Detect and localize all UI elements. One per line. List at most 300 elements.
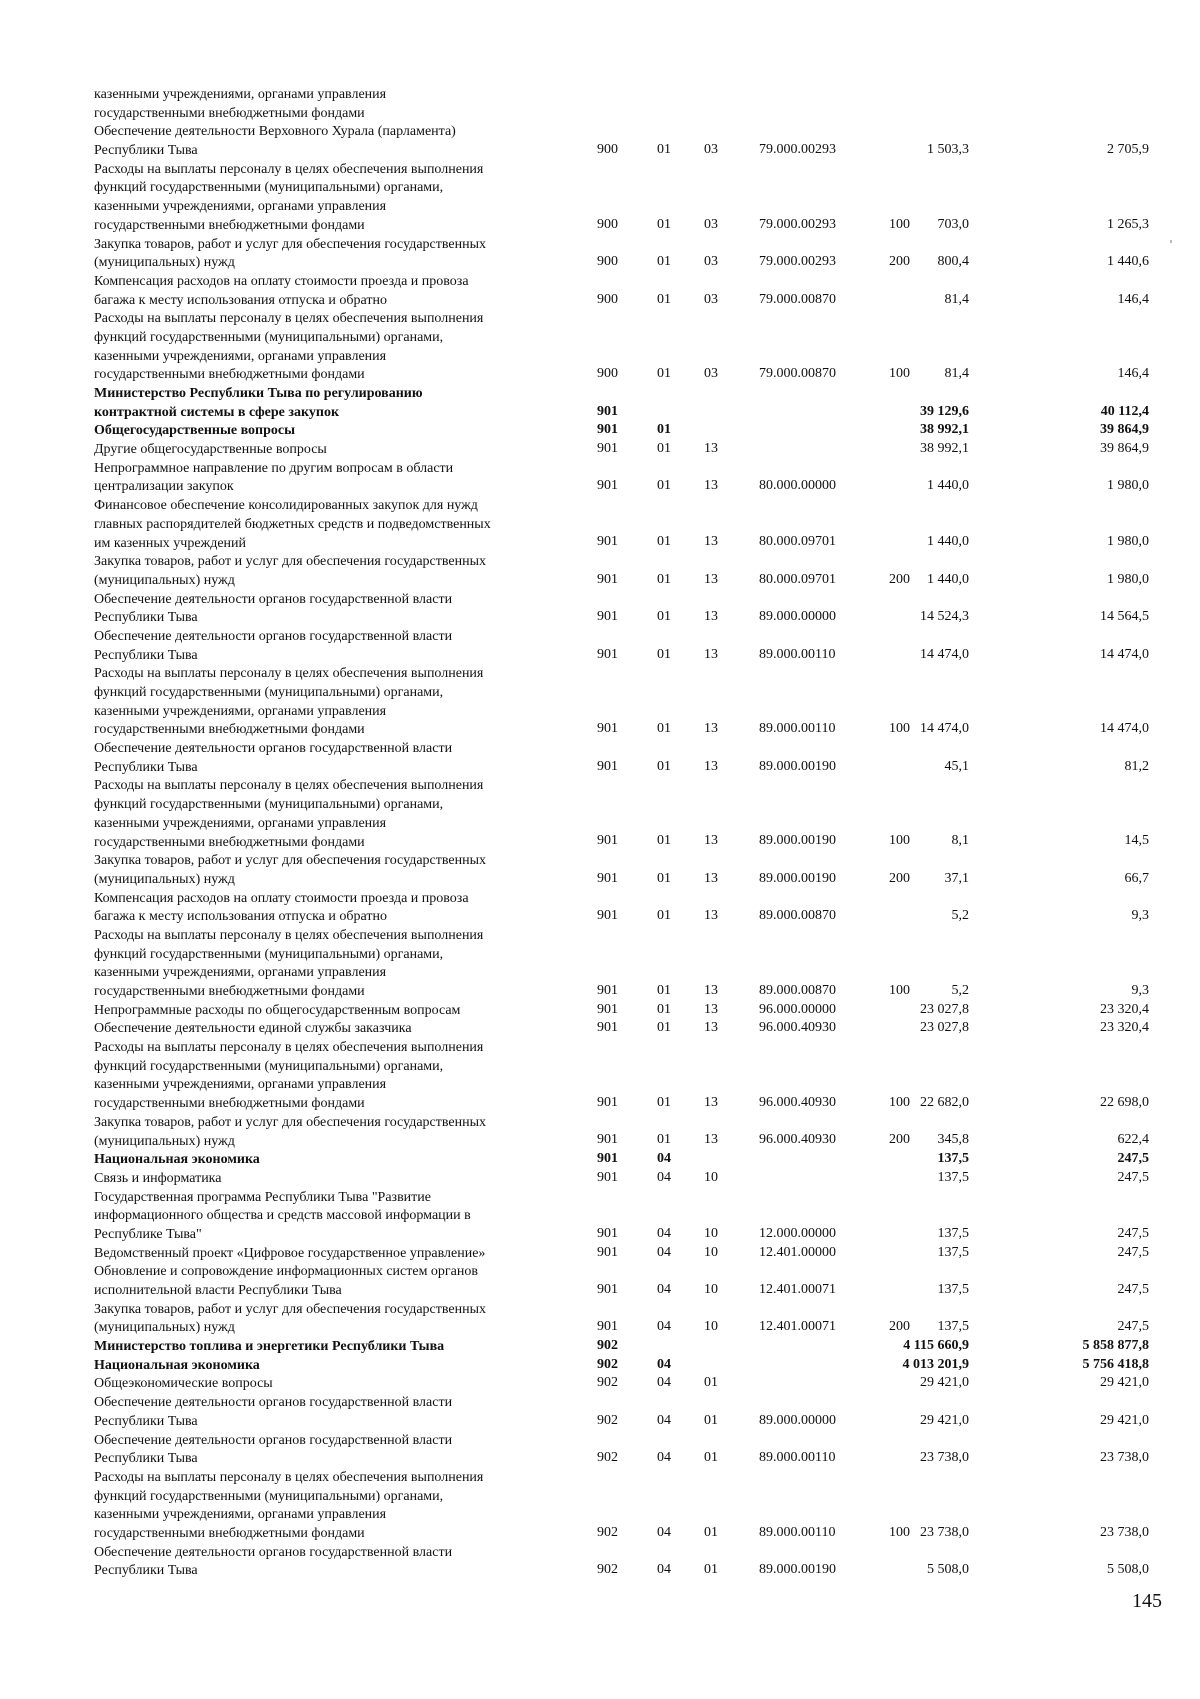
target-article-code: 89.000.00190 [759, 870, 836, 886]
department-code: 900 [597, 254, 618, 270]
description-line: Обеспечение деятельности единой службы заказчика [94, 1021, 412, 1037]
section-code: 01 [657, 908, 671, 924]
description-line: казенными учреждениями, органами управления [94, 87, 387, 102]
department-code: 901 [597, 982, 618, 998]
table-row [94, 1544, 1154, 1581]
subsection-code: 13 [704, 478, 718, 494]
table-row [94, 890, 1154, 927]
target-article-code: 89.000.00110 [759, 1450, 836, 1466]
description-line: Расходы на выплаты персоналу в целях обеспечения выполнения [94, 1469, 484, 1485]
subsection-code: 01 [704, 1524, 718, 1540]
amount-year-1: 5,2 [951, 908, 969, 924]
row-description [94, 86, 560, 123]
table-row [94, 1263, 1154, 1300]
section-code: 01 [657, 254, 671, 270]
description-line: Закупка товаров, работ и услуг для обеспечения государственных [94, 1114, 487, 1130]
section-code: 01 [657, 441, 671, 457]
amount-year-1: 45,1 [944, 758, 969, 774]
department-code: 902 [597, 1524, 618, 1540]
row-description [94, 236, 560, 273]
description-line: Обеспечение деятельности органов государственной власти [94, 741, 453, 757]
target-article-code: 89.000.00190 [759, 758, 836, 774]
subsection-code: 10 [704, 1244, 718, 1260]
description-line: контрактной системы в сфере закупок [94, 404, 340, 420]
subsection-code: 13 [704, 571, 718, 587]
table-row [94, 1002, 1154, 1021]
table-row [94, 1114, 1154, 1151]
section-code: 01 [657, 366, 671, 382]
description-line: государственными внебюджетными фондами [94, 217, 365, 233]
amount-year-2: 22 698,0 [1100, 1095, 1149, 1111]
description-line: казенными учреждениями, органами управления [94, 348, 387, 364]
description-line: государственными внебюджетными фондами [94, 984, 365, 999]
expense-type-code: 100 [889, 833, 910, 849]
amount-year-1: 29 421,0 [920, 1375, 969, 1391]
description-line: Республике Тыва" [94, 1226, 202, 1242]
amount-year-1: 14 474,0 [920, 646, 969, 662]
section-code: 04 [657, 1524, 671, 1540]
row-description [94, 777, 560, 852]
row-description [94, 1301, 560, 1338]
department-code: 901 [597, 1169, 618, 1185]
description-line: казенными учреждениями, органами управления [94, 965, 387, 981]
department-code: 901 [597, 1151, 618, 1167]
amount-year-2: 14,5 [1124, 833, 1149, 849]
description-line: (муниципальных) нужд [94, 1133, 235, 1149]
amount-year-1: 37,1 [944, 870, 969, 886]
description-line: (муниципальных) нужд [94, 1320, 235, 1336]
section-code: 01 [657, 291, 671, 307]
amount-year-2: 5 756 418,8 [1082, 1356, 1149, 1372]
department-code: 902 [597, 1562, 618, 1578]
section-code: 04 [657, 1225, 671, 1241]
subsection-code: 13 [704, 908, 718, 924]
expense-type-code: 200 [889, 571, 910, 587]
description-line: Расходы на выплаты персоналу в целях обеспечения выполнения [94, 778, 484, 794]
department-code: 901 [597, 1319, 618, 1335]
row-description [94, 890, 560, 927]
section-code: 01 [657, 142, 671, 158]
table-row [94, 422, 1154, 441]
amount-year-2: 23 738,0 [1100, 1450, 1149, 1466]
amount-year-1: 14 474,0 [920, 721, 969, 737]
table-row [94, 1432, 1154, 1469]
amount-year-1: 39 129,6 [920, 403, 969, 419]
amount-year-2: 247,5 [1117, 1225, 1149, 1241]
row-description [94, 591, 560, 628]
description-line: Финансовое обеспечение консолидированных закупок для нужд [94, 498, 478, 514]
department-code: 901 [597, 441, 618, 457]
description-line: Республики Тыва [94, 610, 198, 626]
table-row [94, 460, 1154, 497]
target-article-code: 96.000.40930 [759, 1095, 836, 1111]
department-code: 900 [597, 216, 618, 232]
amount-year-1: 23 027,8 [920, 1001, 969, 1017]
description-line: функций государственными (муниципальными) органами, [94, 329, 444, 345]
table-row [94, 553, 1154, 590]
table-row [94, 927, 1154, 1002]
department-code: 901 [597, 870, 618, 886]
description-line: государственными внебюджетными фондами [94, 834, 365, 850]
section-code: 01 [657, 833, 671, 849]
department-code: 902 [597, 1375, 618, 1391]
table-row [94, 385, 1154, 422]
description-line: государственными внебюджетными фондами [94, 105, 365, 121]
page-number: 145 [1132, 1590, 1162, 1612]
amount-year-2: 247,5 [1117, 1244, 1149, 1260]
subsection-code: 13 [704, 609, 718, 625]
row-description [94, 460, 560, 497]
description-line: (муниципальных) нужд [94, 572, 235, 588]
target-article-code: 89.000.00110 [759, 721, 836, 737]
description-line: Национальная экономика [94, 1357, 260, 1373]
section-code: 01 [657, 478, 671, 494]
description-line: функций государственными (муниципальными) органами, [94, 685, 444, 700]
expense-type-code: 200 [889, 254, 910, 270]
subsection-code: 13 [704, 721, 718, 737]
department-code: 901 [597, 1281, 618, 1297]
row-description [94, 665, 560, 740]
amount-year-2: 29 421,0 [1100, 1375, 1149, 1391]
row-description [94, 1245, 560, 1264]
description-line: исполнительной власти Республики Тыва [94, 1283, 342, 1298]
table-row [94, 1394, 1154, 1431]
target-article-code: 80.000.09701 [759, 534, 836, 550]
row-description [94, 441, 560, 460]
description-line: Непрограммное направление по другим вопросам в области [94, 460, 454, 476]
subsection-code: 13 [704, 870, 718, 886]
section-code: 01 [657, 870, 671, 886]
amount-year-2: 39 864,9 [1100, 422, 1149, 438]
subsection-code: 13 [704, 833, 718, 849]
row-description [94, 1114, 560, 1151]
amount-year-1: 29 421,0 [920, 1412, 969, 1428]
table-row [94, 123, 1154, 160]
department-code: 901 [597, 758, 618, 774]
amount-year-2: 14 564,5 [1100, 609, 1149, 625]
amount-year-1: 137,5 [937, 1281, 969, 1297]
expense-type-code: 100 [889, 216, 910, 232]
amount-year-1: 1 440,0 [927, 478, 969, 494]
description-line: государственными внебюджетными фондами [94, 722, 365, 738]
row-description [94, 1375, 560, 1394]
amount-year-2: 40 112,4 [1100, 403, 1149, 419]
description-line: Расходы на выплаты персоналу в целях обеспечения выполнения [94, 666, 484, 682]
table-row [94, 310, 1154, 385]
target-article-code: 79.000.00870 [759, 291, 836, 307]
description-line: багажа к месту использования отпуска и обратно [94, 909, 387, 925]
budget-table [94, 86, 1154, 1581]
description-line: функций государственными (муниципальными) органами, [94, 797, 444, 813]
department-code: 901 [597, 721, 618, 737]
expense-type-code: 100 [889, 1524, 910, 1540]
description-line: Обновление и сопровождение информационных систем органов [94, 1264, 478, 1280]
amount-year-2: 9,3 [1131, 982, 1149, 998]
subsection-code: 13 [704, 982, 718, 998]
amount-year-2: 23 320,4 [1100, 1020, 1149, 1036]
section-code: 01 [657, 534, 671, 550]
description-line: Республики Тыва [94, 759, 198, 775]
row-description [94, 123, 560, 160]
subsection-code: 01 [704, 1450, 718, 1466]
section-code: 01 [657, 1020, 671, 1036]
amount-year-2: 2 705,9 [1107, 142, 1149, 158]
target-article-code: 12.401.00000 [759, 1244, 836, 1260]
subsection-code: 13 [704, 646, 718, 662]
subsection-code: 13 [704, 1001, 718, 1017]
table-row [94, 740, 1154, 777]
table-row [94, 1039, 1154, 1114]
description-line: Закупка товаров, работ и услуг для обеспечения государственных [94, 853, 487, 869]
description-line: государственными внебюджетными фондами [94, 367, 365, 383]
description-line: казенными учреждениями, органами управления [94, 1507, 387, 1523]
row-description [94, 628, 560, 665]
row-description [94, 1394, 560, 1431]
subsection-code: 13 [704, 1095, 718, 1111]
amount-year-2: 247,5 [1117, 1169, 1149, 1185]
row-description [94, 852, 560, 889]
description-line: Обеспечение деятельности органов государственной власти [94, 628, 453, 644]
table-row [94, 1020, 1154, 1039]
row-description [94, 553, 560, 590]
amount-year-1: 5 508,0 [927, 1562, 969, 1578]
department-code: 901 [597, 478, 618, 494]
amount-year-2: 81,2 [1124, 758, 1149, 774]
table-row [94, 628, 1154, 665]
description-line: Ведомственный проект «Цифровое государственное управление» [94, 1245, 486, 1261]
subsection-code: 13 [704, 1020, 718, 1036]
section-code: 01 [657, 646, 671, 662]
subsection-code: 10 [704, 1169, 718, 1185]
subsection-code: 10 [704, 1319, 718, 1335]
description-line: государственными внебюджетными фондами [94, 1525, 365, 1541]
target-article-code: 80.000.00000 [759, 478, 836, 494]
row-description [94, 1263, 560, 1300]
amount-year-2: 247,5 [1117, 1151, 1149, 1167]
department-code: 902 [597, 1338, 618, 1354]
description-line: Республики Тыва [94, 647, 198, 663]
description-line: Республики Тыва [94, 1563, 198, 1579]
department-code: 901 [597, 609, 618, 625]
row-description [94, 1432, 560, 1469]
description-line: казенными учреждениями, органами управления [94, 1077, 387, 1093]
description-line: Обеспечение деятельности органов государственной власти [94, 1395, 453, 1411]
amount-year-1: 703,0 [937, 216, 969, 232]
section-code: 01 [657, 1095, 671, 1111]
section-code: 01 [657, 982, 671, 998]
description-line: Общегосударственные вопросы [94, 423, 296, 439]
description-line: казенными учреждениями, органами управления [94, 703, 387, 719]
description-line: функций государственными (муниципальными) органами, [94, 180, 444, 196]
row-description [94, 497, 560, 553]
amount-year-1: 1 503,3 [927, 142, 969, 158]
amount-year-1: 14 524,3 [920, 609, 969, 625]
section-code: 04 [657, 1169, 671, 1185]
row-description [94, 1002, 560, 1021]
amount-year-2: 29 421,0 [1100, 1412, 1149, 1428]
amount-year-2: 39 864,9 [1100, 441, 1149, 457]
subsection-code: 01 [704, 1412, 718, 1428]
row-description [94, 1151, 560, 1170]
row-description [94, 385, 560, 422]
table-row [94, 852, 1154, 889]
target-article-code: 89.000.00870 [759, 908, 836, 924]
table-row [94, 1357, 1154, 1376]
table-row [94, 86, 1154, 123]
description-line: Обеспечение деятельности органов государственной власти [94, 591, 453, 607]
department-code: 901 [597, 833, 618, 849]
target-article-code: 89.000.00110 [759, 1524, 836, 1540]
department-code: 900 [597, 291, 618, 307]
amount-year-1: 4 013 201,9 [902, 1356, 969, 1372]
department-code: 901 [597, 1020, 618, 1036]
row-description [94, 740, 560, 777]
expense-type-code: 100 [889, 721, 910, 737]
department-code: 901 [597, 571, 618, 587]
department-code: 902 [597, 1412, 618, 1428]
description-line: Республики Тыва [94, 1413, 198, 1429]
department-code: 901 [597, 1095, 618, 1111]
amount-year-1: 1 440,0 [927, 571, 969, 587]
row-description [94, 1357, 560, 1376]
description-line: главных распорядителей бюджетных средств и подведомственных [94, 516, 491, 532]
description-line: Обеспечение деятельности органов государственной власти [94, 1544, 453, 1560]
department-code: 901 [597, 646, 618, 662]
table-row [94, 161, 1154, 236]
amount-year-1: 8,1 [951, 833, 969, 849]
section-code: 01 [657, 1132, 671, 1148]
expense-type-code: 200 [889, 870, 910, 886]
subsection-code: 10 [704, 1225, 718, 1241]
row-description [94, 1469, 560, 1544]
target-article-code: 79.000.00293 [759, 216, 836, 232]
department-code: 902 [597, 1356, 618, 1372]
table-row [94, 1151, 1154, 1170]
department-code: 901 [597, 908, 618, 924]
description-line: государственными внебюджетными фондами [94, 1096, 365, 1112]
section-code: 04 [657, 1281, 671, 1297]
subsection-code: 03 [704, 216, 718, 232]
row-description [94, 1544, 560, 1581]
amount-year-1: 137,5 [937, 1225, 969, 1241]
department-code: 901 [597, 1001, 618, 1017]
table-row [94, 1245, 1154, 1264]
expense-type-code: 100 [889, 1095, 910, 1111]
subsection-code: 13 [704, 1132, 718, 1148]
amount-year-1: 5,2 [951, 982, 969, 998]
description-line: Министерство Республики Тыва по регулированию [94, 386, 423, 401]
amount-year-2: 23 320,4 [1100, 1001, 1149, 1017]
section-code: 04 [657, 1319, 671, 1335]
description-line: багажа к месту использования отпуска и обратно [94, 292, 387, 308]
scan-artifact [1170, 240, 1172, 243]
description-line: им казенных учреждений [94, 535, 247, 551]
department-code: 901 [597, 1244, 618, 1260]
subsection-code: 03 [704, 254, 718, 270]
table-row [94, 1469, 1154, 1544]
table-row [94, 1338, 1154, 1357]
description-line: функций государственными (муниципальными) органами, [94, 1058, 444, 1074]
description-line: Министерство топлива и энергетики Республики Тыва [94, 1339, 445, 1355]
description-line: Закупка товаров, работ и услуг для обеспечения государственных [94, 1301, 487, 1317]
description-line: функций государственными (муниципальными) органами, [94, 946, 444, 962]
subsection-code: 03 [704, 366, 718, 382]
row-description [94, 1338, 560, 1357]
description-line: Компенсация расходов на оплату стоимости проезда и провоза [94, 890, 469, 906]
table-row [94, 236, 1154, 273]
subsection-code: 03 [704, 142, 718, 158]
target-article-code: 89.000.00870 [759, 982, 836, 998]
subsection-code: 01 [704, 1375, 718, 1391]
amount-year-1: 23 738,0 [920, 1450, 969, 1466]
amount-year-1: 137,5 [937, 1244, 969, 1260]
amount-year-2: 1 440,6 [1107, 254, 1149, 270]
description-line: Республики Тыва [94, 1451, 198, 1467]
description-line: Связь и информатика [94, 1170, 222, 1186]
amount-year-2: 66,7 [1124, 870, 1149, 886]
description-line: Общеэкономические вопросы [94, 1376, 273, 1392]
department-code: 901 [597, 1225, 618, 1241]
expense-type-code: 100 [889, 366, 910, 382]
amount-year-2: 146,4 [1117, 291, 1149, 307]
table-row [94, 1301, 1154, 1338]
section-code: 04 [657, 1412, 671, 1428]
row-description [94, 1039, 560, 1114]
row-description [94, 161, 560, 236]
amount-year-1: 137,5 [937, 1319, 969, 1335]
row-description [94, 1170, 560, 1189]
subsection-code: 13 [704, 758, 718, 774]
amount-year-1: 345,8 [937, 1132, 969, 1148]
section-code: 01 [657, 1001, 671, 1017]
department-code: 901 [597, 534, 618, 550]
section-code: 04 [657, 1151, 671, 1167]
expense-type-code: 200 [889, 1319, 910, 1335]
section-code: 04 [657, 1356, 671, 1372]
department-code: 900 [597, 142, 618, 158]
description-line: (муниципальных) нужд [94, 255, 235, 271]
amount-year-2: 247,5 [1117, 1281, 1149, 1297]
amount-year-2: 23 738,0 [1100, 1524, 1149, 1540]
amount-year-1: 137,5 [937, 1169, 969, 1185]
description-line: Непрограммные расходы по общегосударственным вопросам [94, 1002, 461, 1018]
target-article-code: 96.000.00000 [759, 1001, 836, 1017]
description-line: Государственная программа Республики Тыва "Развитие [94, 1189, 431, 1205]
amount-year-2: 1 980,0 [1107, 534, 1149, 550]
description-line: Компенсация расходов на оплату стоимости проезда и провоза [94, 273, 469, 289]
amount-year-2: 9,3 [1131, 908, 1149, 924]
description-line: Расходы на выплаты персоналу в целях обеспечения выполнения [94, 311, 484, 327]
target-article-code: 12.401.00071 [759, 1319, 836, 1335]
target-article-code: 89.000.00110 [759, 646, 836, 662]
department-code: 902 [597, 1450, 618, 1466]
description-line: Закупка товаров, работ и услуг для обеспечения государственных [94, 554, 487, 570]
target-article-code: 89.000.00190 [759, 833, 836, 849]
table-row [94, 1375, 1154, 1394]
target-article-code: 12.000.00000 [759, 1225, 836, 1241]
section-code: 01 [657, 571, 671, 587]
subsection-code: 10 [704, 1281, 718, 1297]
description-line: Национальная экономика [94, 1152, 260, 1168]
subsection-code: 01 [704, 1562, 718, 1578]
amount-year-1: 38 992,1 [920, 441, 969, 457]
expense-type-code: 200 [889, 1132, 910, 1148]
amount-year-1: 4 115 660,9 [903, 1338, 969, 1354]
table-row [94, 497, 1154, 553]
section-code: 01 [657, 422, 671, 438]
target-article-code: 96.000.40930 [759, 1020, 836, 1036]
amount-year-2: 146,4 [1117, 366, 1149, 382]
